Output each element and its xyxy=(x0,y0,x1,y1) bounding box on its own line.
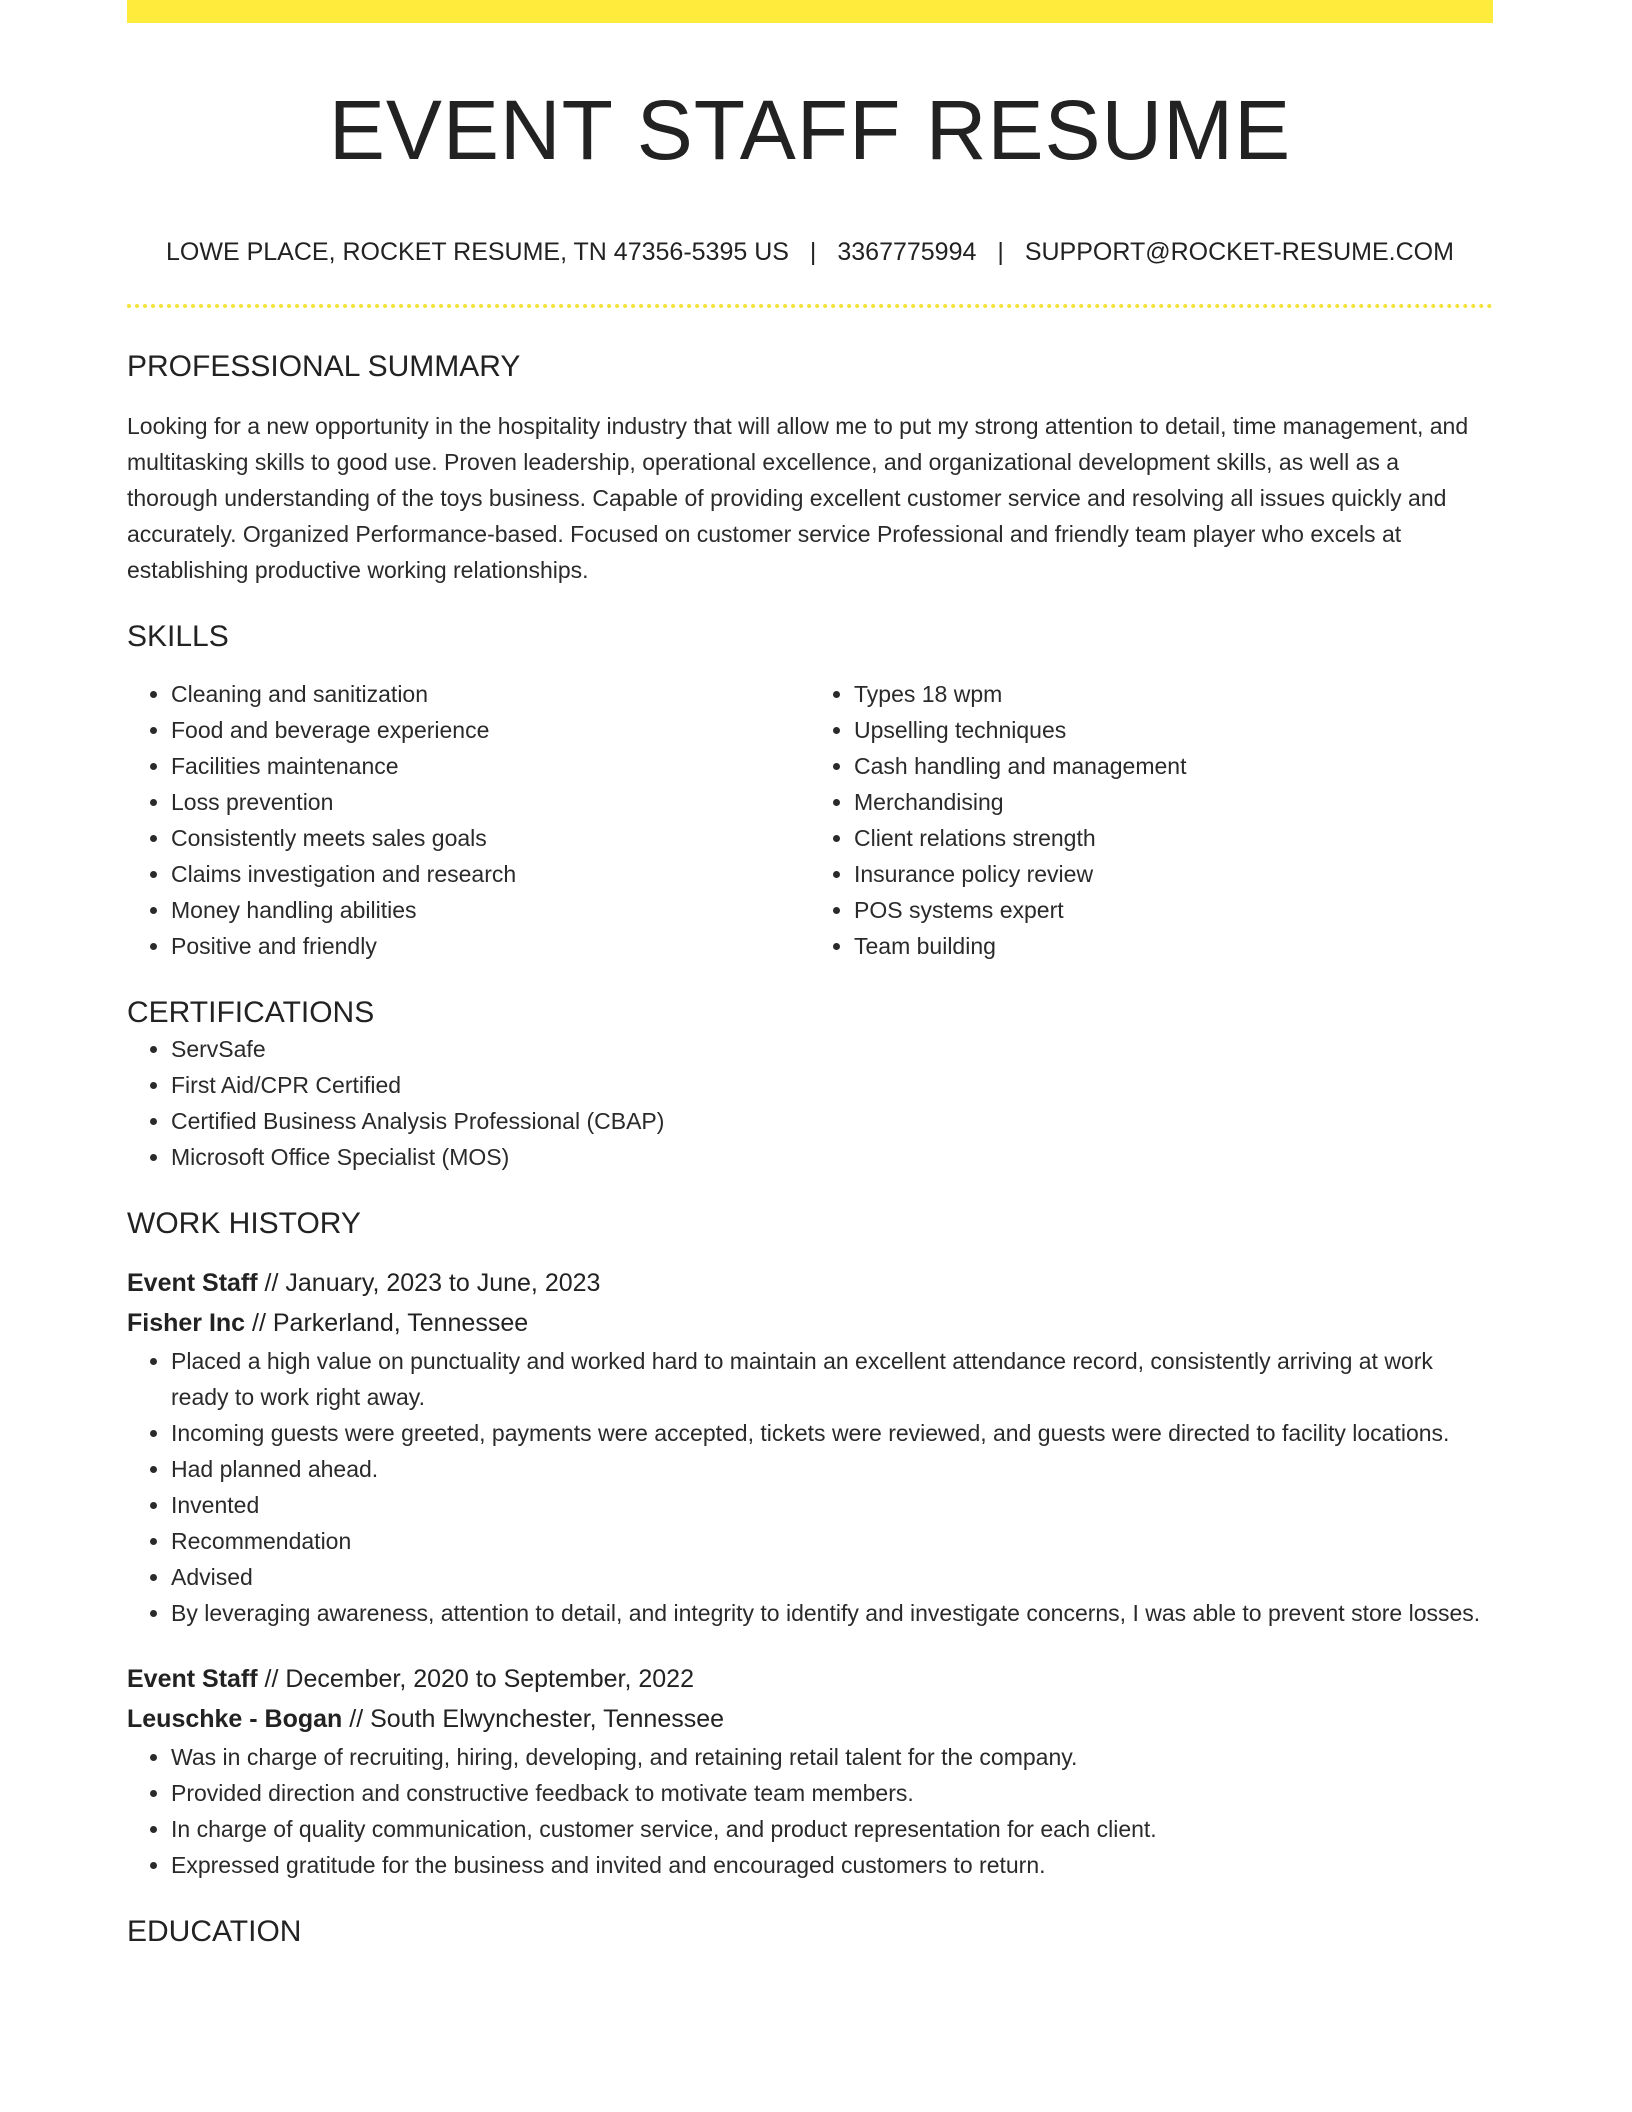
job-location: // Parkerland, Tennessee xyxy=(252,1309,529,1337)
skill-item: • Food and beverage experience xyxy=(171,712,810,748)
resume-content xyxy=(127,0,1493,1950)
skill-item: • Types 18 wpm xyxy=(854,676,1493,712)
job-company: Leuschke - Bogan xyxy=(127,1705,343,1733)
job-duties-list xyxy=(127,1343,1493,1631)
header-divider xyxy=(127,304,1493,308)
job-company: Fisher Inc xyxy=(127,1309,246,1337)
job-title: Event Staff xyxy=(127,1269,258,1297)
job-duty: • In charge of quality communication, customer service, and product representation for each client. xyxy=(171,1811,1493,1847)
skill-item: • POS systems expert xyxy=(854,892,1493,928)
certification-item: • ServSafe xyxy=(171,1031,1493,1067)
skills-list-left xyxy=(127,676,810,964)
job-duty: • By leveraging awareness, attention to detail, and integrity to identify and investigate concerns, I was able to prevent store losses. xyxy=(171,1595,1493,1631)
skills-list-right xyxy=(810,676,1493,964)
certification-item: • First Aid/CPR Certified xyxy=(171,1067,1493,1103)
skill-item: • Client relations strength xyxy=(854,820,1493,856)
skill-item: • Positive and friendly xyxy=(171,928,810,964)
job-company-line xyxy=(127,1699,1493,1739)
certification-item: • Microsoft Office Specialist (MOS) xyxy=(171,1139,1493,1175)
skill-item: • Facilities maintenance xyxy=(171,748,810,784)
job-duty: • Invented xyxy=(171,1487,1493,1523)
job-title-line xyxy=(127,1659,1493,1699)
job-title-line xyxy=(127,1263,1493,1303)
skill-item: • Insurance policy review xyxy=(854,856,1493,892)
job-duty: • Expressed gratitude for the business and invited and encouraged customers to return. xyxy=(171,1847,1493,1883)
skills-heading: SKILLS xyxy=(127,620,229,653)
contact-separator: | xyxy=(809,238,817,266)
contact-phone: 3367775994 xyxy=(837,238,977,266)
skill-item: • Consistently meets sales goals xyxy=(171,820,810,856)
skill-item: • Money handling abilities xyxy=(171,892,810,928)
resume-title: EVENT STAFF RESUME xyxy=(328,83,1292,177)
job-entry xyxy=(127,1263,1493,1631)
job-duty: • Had planned ahead. xyxy=(171,1451,1493,1487)
certifications-heading: CERTIFICATIONS xyxy=(127,996,375,1029)
job-location: // South Elwynchester, Tennessee xyxy=(349,1705,725,1733)
job-entry xyxy=(127,1659,1493,1883)
job-duty: • Placed a high value on punctuality and worked hard to maintain an excellent attendance record, consistently arriving at work ready to work right away. xyxy=(171,1343,1493,1415)
contact-email: SUPPORT@ROCKET-RESUME.COM xyxy=(1024,238,1454,266)
skill-item: • Cash handling and management xyxy=(854,748,1493,784)
summary-text: Looking for a new opportunity in the hospitality industry that will allow me to put my strong attention to detail, time management, and multitasking skills to good use. Proven leadership, operational excellence, and organizational development skills, as well as a thorough understanding of the toys business. Capable of providing excellent customer service and resolving all issues quickly and accurately. Organized Performance-based. Focused on customer service Professional and friendly team player who excels at establishing productive working relationships. xyxy=(127,413,1469,583)
work-history-heading: WORK HISTORY xyxy=(127,1207,361,1240)
contact-separator: | xyxy=(997,238,1004,266)
job-dates: // January, 2023 to June, 2023 xyxy=(264,1269,601,1297)
certification-item: • Certified Business Analysis Professional (CBAP) xyxy=(171,1103,1493,1139)
education-heading: EDUCATION xyxy=(127,1915,302,1948)
job-duty: • Was in charge of recruiting, hiring, developing, and retaining retail talent for the company. xyxy=(171,1739,1493,1775)
contact-address: LOWE PLACE, ROCKET RESUME, TN 47356-5395 US xyxy=(166,238,789,266)
summary-heading: PROFESSIONAL SUMMARY xyxy=(127,350,521,383)
skill-item: • Cleaning and sanitization xyxy=(171,676,810,712)
skill-item: • Claims investigation and research xyxy=(171,856,810,892)
certifications-list xyxy=(127,1031,1493,1175)
job-company-line xyxy=(127,1303,1493,1343)
job-duty: • Advised xyxy=(171,1559,1493,1595)
contact-line xyxy=(127,236,1493,268)
skills-columns xyxy=(127,676,1493,964)
skill-item: • Upselling techniques xyxy=(854,712,1493,748)
job-dates: // December, 2020 to September, 2022 xyxy=(264,1665,694,1693)
job-duty: • Incoming guests were greeted, payments were accepted, tickets were reviewed, and guests were directed to facility locations. xyxy=(171,1415,1493,1451)
skill-item: • Merchandising xyxy=(854,784,1493,820)
job-duty: • Recommendation xyxy=(171,1523,1493,1559)
skill-item: • Loss prevention xyxy=(171,784,810,820)
job-duty: • Provided direction and constructive feedback to motivate team members. xyxy=(171,1775,1493,1811)
job-duties-list xyxy=(127,1739,1493,1883)
job-title: Event Staff xyxy=(127,1665,258,1693)
skill-item: • Team building xyxy=(854,928,1493,964)
